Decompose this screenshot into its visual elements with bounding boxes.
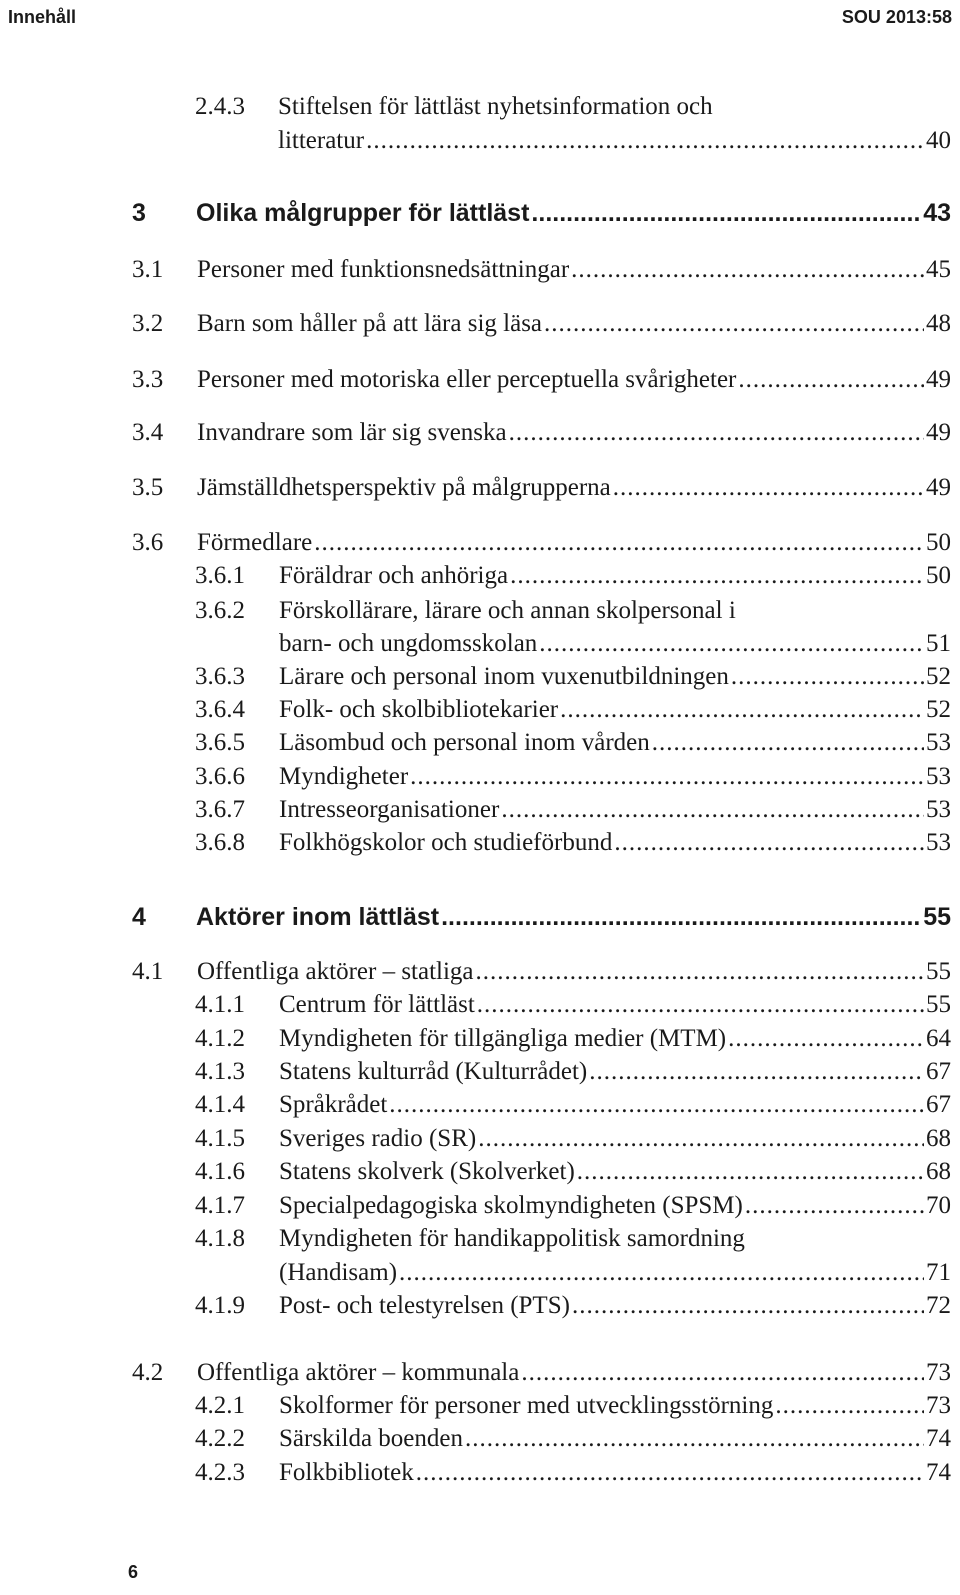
toc-entry-title: Jämställdhetsperspektiv på målgrupperna <box>197 474 611 501</box>
toc-entry-number: 3.6.6 <box>195 763 245 790</box>
toc-entry-title: Stiftelsen för lättläst nyhetsinformation och <box>278 93 713 120</box>
toc-entry-number: 3.6 <box>132 529 164 556</box>
toc-entry-title: barn- och ungdomsskolan <box>279 630 538 657</box>
toc-entry-number: 3.2 <box>132 310 164 337</box>
dot-leader <box>572 1289 924 1323</box>
toc-chapter-3[interactable] <box>0 196 960 230</box>
toc-entry-page: 68 <box>926 1125 951 1152</box>
toc-entry-number: 3.6.8 <box>195 829 245 856</box>
toc-entry-title: Aktörer inom lättläst <box>196 903 440 931</box>
toc-entry-number: 4.1.3 <box>195 1058 245 1085</box>
toc-entry-title: Folkbibliotek <box>279 1459 414 1486</box>
toc-entry-4-1-7[interactable] <box>0 1189 960 1223</box>
dot-leader <box>531 196 921 230</box>
toc-entry-number: 4.2 <box>132 1359 164 1386</box>
toc-entry-3-6-5[interactable] <box>0 726 960 760</box>
dot-leader <box>521 1356 924 1390</box>
toc-entry-title: Språkrådet <box>279 1091 388 1118</box>
toc-entry-page: 50 <box>926 529 951 556</box>
toc-entry-page: 68 <box>926 1158 951 1185</box>
toc-entry-page: 49 <box>926 474 951 501</box>
toc-entry-number: 3.6.4 <box>195 696 245 723</box>
toc-entry-4-1-5[interactable] <box>0 1122 960 1156</box>
toc-entry-number: 4.1 <box>132 958 164 985</box>
toc-entry-title: Specialpedagogiska skolmyndigheten (SPSM) <box>279 1192 743 1219</box>
toc-entry-title: Personer med funktionsnedsättningar <box>197 256 570 283</box>
toc-entry-3-4[interactable] <box>0 416 960 450</box>
toc-entry-page: 64 <box>926 1025 951 1052</box>
dot-leader <box>509 416 924 450</box>
toc-entry-number: 3.6.5 <box>195 729 245 756</box>
header-document-id: SOU 2013:58 <box>841 7 952 27</box>
toc-entry-number: 3.1 <box>132 256 164 283</box>
toc-entry-number: 3.4 <box>132 419 164 446</box>
toc-entry-number: 3.6.3 <box>195 663 245 690</box>
toc-entry-number: 4 <box>132 903 146 931</box>
toc-entry-4-1-8[interactable] <box>0 1222 960 1256</box>
toc-entry-4-2[interactable] <box>0 1356 960 1390</box>
toc-entry-page: 49 <box>926 366 951 393</box>
page-number: 6 <box>128 1562 139 1582</box>
toc-entry-page: 55 <box>923 903 951 931</box>
toc-entry-title: (Handisam) <box>279 1259 398 1286</box>
toc-entry-title: Skolformer för personer med utvecklingsstörning <box>279 1392 774 1419</box>
toc-entry-title: Myndigheter <box>279 763 409 790</box>
toc-entry-title: Invandrare som lär sig svenska <box>197 419 507 446</box>
dot-leader <box>577 1155 924 1189</box>
toc-entry-4-1-3[interactable] <box>0 1055 960 1089</box>
toc-entry-3-1[interactable] <box>0 253 960 287</box>
toc-entry-title: Intresseorganisationer <box>279 796 500 823</box>
toc-entry-3-6-7[interactable] <box>0 793 960 827</box>
toc-entry-title: Särskilda boenden <box>279 1425 463 1452</box>
toc-entry-title: Läsombud och personal inom vården <box>279 729 650 756</box>
dot-leader <box>613 471 924 505</box>
toc-entry-4-1-2[interactable] <box>0 1022 960 1056</box>
toc-entry-4-1-6[interactable] <box>0 1155 960 1189</box>
toc-entry-3-6-1[interactable] <box>0 559 960 593</box>
toc-entry-page: 53 <box>926 829 951 856</box>
toc-entry-3-6[interactable] <box>0 526 960 560</box>
dot-leader <box>441 900 921 934</box>
toc-entry-title: Lärare och personal inom vuxenutbildningen <box>279 663 729 690</box>
dot-leader <box>544 307 924 341</box>
dot-leader <box>476 955 924 989</box>
toc-entry-page: 50 <box>926 562 951 589</box>
toc-entry-title: Sveriges radio (SR) <box>279 1125 477 1152</box>
toc-entry-title: Personer med motoriska eller perceptuella svårigheter <box>197 366 737 393</box>
toc-entry-page: 55 <box>926 991 951 1018</box>
toc-entry-number: 3.3 <box>132 366 164 393</box>
toc-entry-number: 4.2.2 <box>195 1425 245 1452</box>
toc-entry-3-6-6[interactable] <box>0 760 960 794</box>
toc-entry-number: 4.1.9 <box>195 1292 245 1319</box>
dot-leader <box>314 526 924 560</box>
toc-entry-number: 3 <box>132 199 146 227</box>
dot-leader <box>477 988 924 1022</box>
toc-entry-title: Myndigheten för tillgängliga medier (MTM) <box>279 1025 727 1052</box>
toc-entry-number: 3.5 <box>132 474 164 501</box>
toc-entry-3-5[interactable] <box>0 471 960 505</box>
toc-entry-4-1-1[interactable] <box>0 988 960 1022</box>
dot-leader <box>652 726 924 760</box>
dot-leader <box>410 760 924 794</box>
toc-entry-number: 4.1.1 <box>195 991 245 1018</box>
dot-leader <box>738 363 924 397</box>
dot-leader <box>416 1456 924 1490</box>
toc-entry-title: Förmedlare <box>197 529 313 556</box>
toc-entry-page: 52 <box>926 696 951 723</box>
toc-entry-4-1-4[interactable] <box>0 1088 960 1122</box>
toc-entry-4-1-9[interactable] <box>0 1289 960 1323</box>
dot-leader <box>366 124 924 158</box>
toc-entry-page: 67 <box>926 1091 951 1118</box>
dot-leader <box>571 253 924 287</box>
dot-leader <box>589 1055 924 1089</box>
toc-entry-number: 4.1.2 <box>195 1025 245 1052</box>
toc-entry-number: 3.6.7 <box>195 796 245 823</box>
toc-entry-3-6-2[interactable] <box>0 594 960 628</box>
toc-entry-title: Olika målgrupper för lättläst <box>196 199 530 227</box>
toc-entry-number: 4.1.4 <box>195 1091 245 1118</box>
toc-entry-title: Offentliga aktörer – statliga <box>197 958 474 985</box>
dot-leader <box>389 1088 924 1122</box>
toc-entry-page: 53 <box>926 763 951 790</box>
toc-entry-title: Myndigheten för handikappolitisk samordning <box>279 1225 745 1252</box>
toc-entry-page: 74 <box>926 1425 951 1452</box>
toc-entry-number: 4.1.5 <box>195 1125 245 1152</box>
dot-leader <box>501 793 924 827</box>
running-header <box>0 0 960 36</box>
dot-leader <box>775 1389 924 1423</box>
dot-leader <box>614 826 924 860</box>
toc-entry-page: 74 <box>926 1459 951 1486</box>
toc-entry-number: 4.1.7 <box>195 1192 245 1219</box>
toc-entry-title: Föräldrar och anhöriga <box>279 562 509 589</box>
toc-entry-4-2-3[interactable] <box>0 1456 960 1490</box>
toc-entry-4-1[interactable] <box>0 955 960 989</box>
toc-chapter-4[interactable] <box>0 900 960 934</box>
toc-entry-3-3[interactable] <box>0 363 960 397</box>
toc-entry-page: 53 <box>926 796 951 823</box>
toc-entry-3-6-3[interactable] <box>0 660 960 694</box>
toc-entry-title: Statens skolverk (Skolverket) <box>279 1158 575 1185</box>
dot-leader <box>731 660 924 694</box>
toc-entry-number: 3.6.1 <box>195 562 245 589</box>
toc-entry-number: 4.2.1 <box>195 1392 245 1419</box>
toc-entry-page: 53 <box>926 729 951 756</box>
toc-entry-page: 43 <box>923 199 951 227</box>
toc-entry-page: 73 <box>926 1359 951 1386</box>
dot-leader <box>465 1422 924 1456</box>
toc-entry-page: 48 <box>926 310 951 337</box>
toc-entry-number: 2.4.3 <box>195 93 245 120</box>
toc-entry-3-6-8[interactable] <box>0 826 960 860</box>
toc-entry-4-2-2[interactable] <box>0 1422 960 1456</box>
toc-entry-title: litteratur <box>278 127 365 154</box>
dot-leader <box>399 1256 924 1290</box>
header-section-label: Innehåll <box>8 7 77 27</box>
toc-entry-page: 40 <box>926 127 951 154</box>
toc-entry-title: Folkhögskolor och studieförbund <box>279 829 613 856</box>
toc-entry-title: Post- och telestyrelsen (PTS) <box>279 1292 570 1319</box>
dot-leader <box>728 1022 924 1056</box>
dot-leader <box>478 1122 924 1156</box>
toc-entry-title: Centrum för lättläst <box>279 991 475 1018</box>
toc-entry-title: Offentliga aktörer – kommunala <box>197 1359 520 1386</box>
toc-entry-title: Barn som håller på att lära sig läsa <box>197 310 543 337</box>
toc-entry-page: 67 <box>926 1058 951 1085</box>
toc-entry-page: 55 <box>926 958 951 985</box>
toc-entry-page: 71 <box>926 1259 951 1286</box>
toc-entry-title: Förskollärare, lärare och annan skolpersonal i <box>279 597 736 624</box>
toc-entry-2-4-3-continued[interactable] <box>0 124 960 158</box>
toc-entry-title: Statens kulturråd (Kulturrådet) <box>279 1058 588 1085</box>
toc-entry-3-2[interactable] <box>0 307 960 341</box>
toc-entry-3-6-2-continued[interactable] <box>0 627 960 661</box>
toc-entry-title: Folk- och skolbibliotekarier <box>279 696 559 723</box>
toc-entry-page: 45 <box>926 256 951 283</box>
toc-entry-number: 4.2.3 <box>195 1459 245 1486</box>
dot-leader <box>539 627 924 661</box>
toc-entry-4-1-8-continued[interactable] <box>0 1256 960 1290</box>
toc-entry-number: 4.1.8 <box>195 1225 245 1252</box>
toc-entry-page: 72 <box>926 1292 951 1319</box>
toc-entry-page: 52 <box>926 663 951 690</box>
toc-entry-4-2-1[interactable] <box>0 1389 960 1423</box>
dot-leader <box>510 559 924 593</box>
toc-entry-number: 3.6.2 <box>195 597 245 624</box>
dot-leader <box>745 1189 924 1223</box>
toc-entry-page: 49 <box>926 419 951 446</box>
toc-entry-3-6-4[interactable] <box>0 693 960 727</box>
toc-entry-page: 73 <box>926 1392 951 1419</box>
toc-entry-page: 70 <box>926 1192 951 1219</box>
toc-entry-page: 51 <box>926 630 951 657</box>
toc-entry-2-4-3[interactable] <box>0 90 960 124</box>
toc-entry-number: 4.1.6 <box>195 1158 245 1185</box>
dot-leader <box>560 693 924 727</box>
